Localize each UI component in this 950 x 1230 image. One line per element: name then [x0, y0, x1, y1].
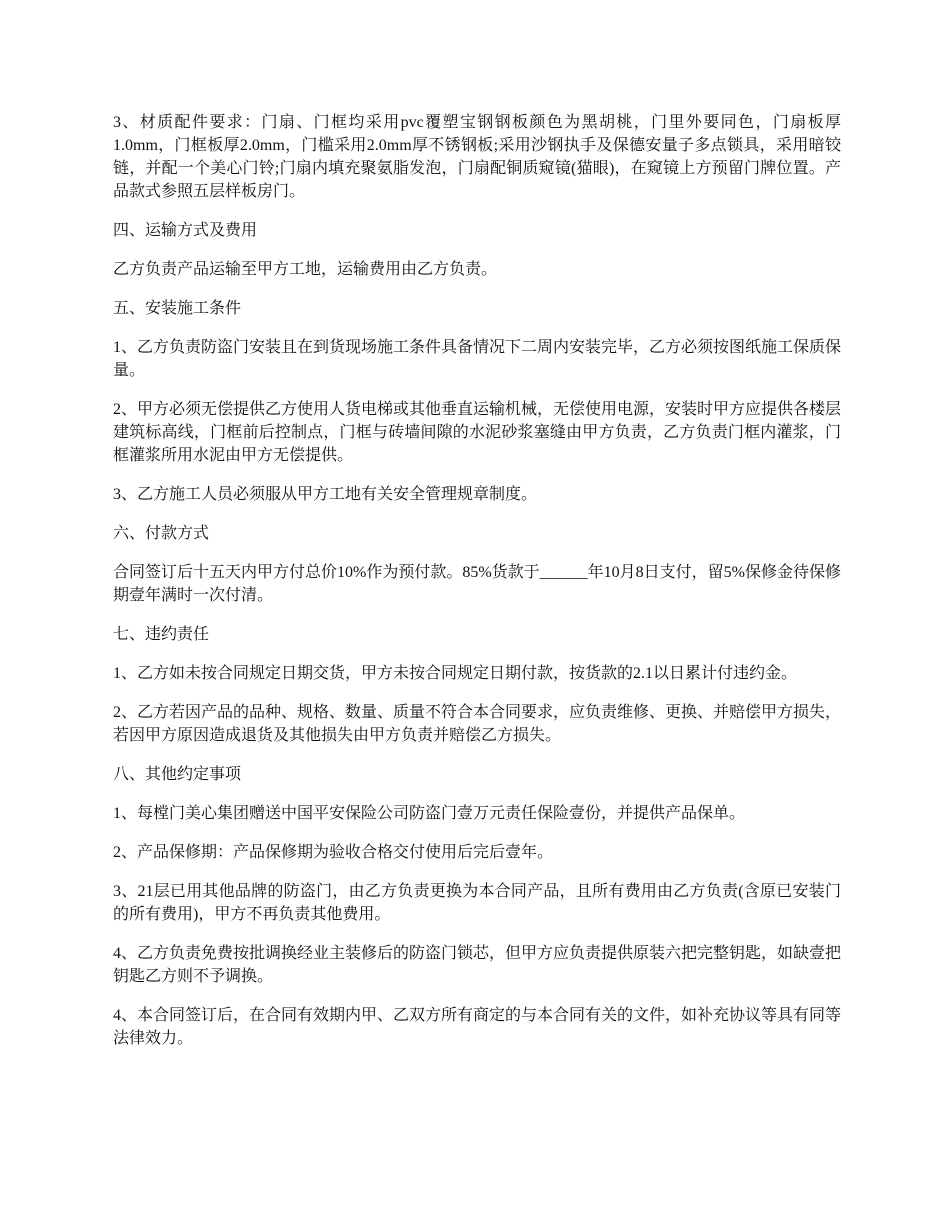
document-body — [113, 111, 841, 1066]
section-heading-transport: 四、运输方式及费用 — [113, 222, 258, 239]
clause-other-4: 4、乙方负责免费按批调换经业主装修后的防盗门锁芯，但甲方应负责提供原装六把完整钥匙，如缺壹把钥匙乙方则不予调换。 — [113, 945, 842, 985]
section-heading-liability: 七、违约责任 — [113, 626, 210, 643]
clause-liability-2: 2、乙方若因产品的品种、规格、数量、质量不符合本合同要求，应负责维修、更换、并赔偿甲方损失，若因甲方原因造成退货及其他损失由甲方负责并赔偿乙方损失。 — [113, 704, 842, 744]
clause-material-requirements: 3、材质配件要求：门扇、门框均采用pvc覆塑宝钢钢板颜色为黑胡桃，门里外要同色，门扇板厚1.0mm，门框板厚2.0mm，门槛采用2.0mm厚不锈钢板;采用沙钢执手及保德安量子多点锁具，采用暗铰链，并配一个美心门铃;门扇内填充聚氨脂发泡，门扇配铜质窥镜(猫眼)，在窥镜上方预留门牌位置。产品款式参照五层样板房门。 — [113, 114, 841, 200]
clause-payment: 合同签订后十五天内甲方付总价10%作为预付款。85%货款于______年10月8日支付，留5%保修金待保修期壹年满时一次付清。 — [113, 564, 841, 604]
clause-installation-2: 2、甲方必须无偿提供乙方使用人货电梯或其他垂直运输机械，无偿使用电源，安装时甲方应提供各楼层建筑标高线，门框前后控制点，门框与砖墙间隙的水泥砂浆塞缝由甲方负责，乙方负责门框内灌浆，门框灌浆所用水泥由甲方无偿提供。 — [113, 401, 842, 464]
clause-installation-3: 3、乙方施工人员必须服从甲方工地有关安全管理规章制度。 — [113, 486, 538, 503]
section-heading-other: 八、其他约定事项 — [113, 766, 242, 783]
section-heading-installation: 五、安装施工条件 — [113, 300, 242, 317]
clause-other-2: 2、产品保修期：产品保修期为验收合格交付使用后完后壹年。 — [113, 844, 554, 861]
clause-transport: 乙方负责产品运输至甲方工地，运输费用由乙方负责。 — [113, 261, 498, 278]
section-heading-payment: 六、付款方式 — [113, 525, 210, 542]
clause-installation-1: 1、乙方负责防盗门安装且在到货现场施工条件具备情况下二周内安装完毕，乙方必须按图纸施工保质保量。 — [113, 339, 842, 379]
clause-other-1: 1、每樘门美心集团赠送中国平安保险公司防盗门壹万元责任保险壹份，并提供产品保单。 — [113, 805, 746, 822]
clause-other-5: 4、本合同签订后，在合同有效期内甲、乙双方所有商定的与本合同有关的文件，如补充协议等具有同等法律效力。 — [113, 1007, 842, 1047]
clause-liability-1: 1、乙方如未按合同规定日期交货，甲方未按合同规定日期付款，按货款的2.1以日累计付违约金。 — [113, 665, 798, 682]
clause-other-3: 3、21层已用其他品牌的防盗门，由乙方负责更换为本合同产品，且所有费用由乙方负责(含原已安装门的所有费用)，甲方不再负责其他费用。 — [113, 883, 841, 923]
